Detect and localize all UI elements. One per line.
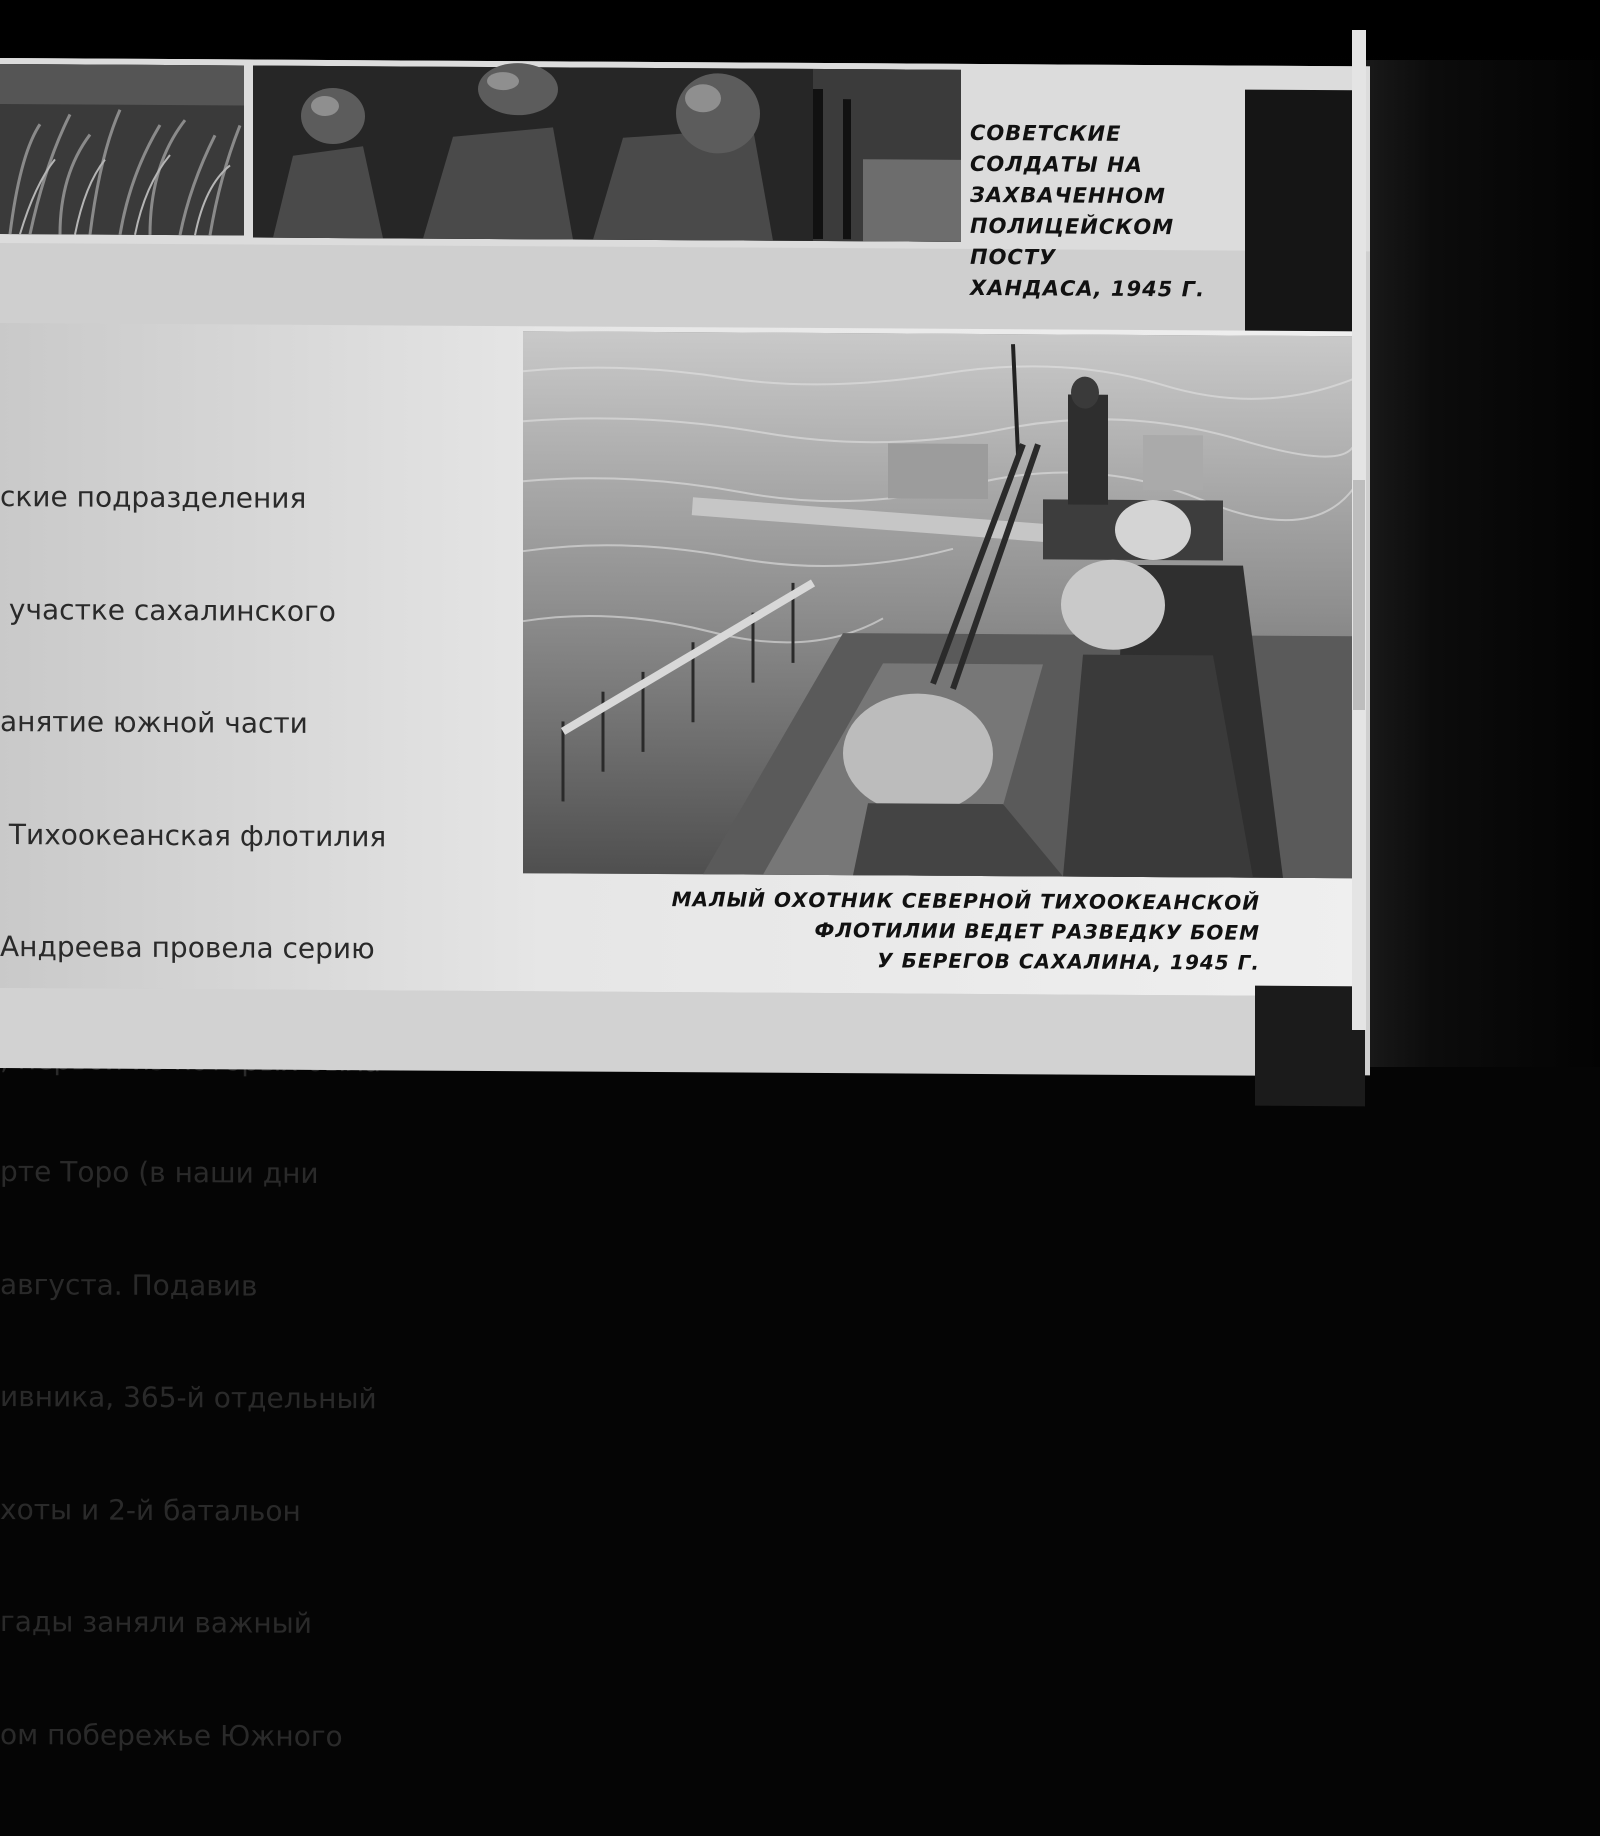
dark-side-panel-bottom [1255,986,1365,1107]
caption-line: ХАНДАСА, 1945 Г. [970,275,1206,302]
top-photo-strip [0,58,1370,302]
monitor-bezel [1360,60,1600,1067]
article-text [0,403,470,1831]
text-line: хоты и 2-й батальон [0,1492,301,1528]
caption-line: СОЛДАТЫ НА [970,151,1143,177]
text-line: августа. Подавив [0,1267,258,1303]
bottom-strip [0,988,1255,1076]
ship-photo-caption [560,883,1260,977]
caption-line: ПОЛИЦЕЙСКОМ ПОСТУ [970,213,1175,270]
text-line: Тихоокеанская флотилия [0,817,387,853]
text-line: анятие южной части [0,705,308,740]
grass-photo [0,64,244,235]
caption-line: ЗАХВАЧЕННОМ [970,182,1166,209]
scrollbar-thumb[interactable] [1353,480,1365,710]
caption-line: МАЛЫЙ ОХОТНИК СЕВЕРНОЙ ТИХООКЕАНСКОЙ [671,887,1260,915]
text-line: Андреева провела серию [0,930,375,966]
text-line: ивника, 365-й отдельный [0,1380,377,1416]
soldiers-photo [253,66,961,242]
caption-line: У БЕРЕГОВ САХАЛИНА, 1945 Г. [877,948,1260,975]
text-line: участке сахалинского [0,592,336,628]
top-photo-caption [970,118,1250,306]
text-line: ские подразделения [0,480,307,515]
text-line: ом побережье Южного [0,1717,343,1753]
text-line: рте Торо (в наши дни [0,1155,319,1190]
warship-photo [523,331,1355,878]
caption-line: ФЛОТИЛИИ ВЕДЕТ РАЗВЕДКУ БОЕМ [814,917,1260,945]
dark-side-panel [1245,90,1355,341]
text-line: гады заняли важный [0,1605,312,1640]
caption-line: СОВЕТСКИЕ [970,120,1122,146]
exhibit-screen [0,58,1370,1753]
